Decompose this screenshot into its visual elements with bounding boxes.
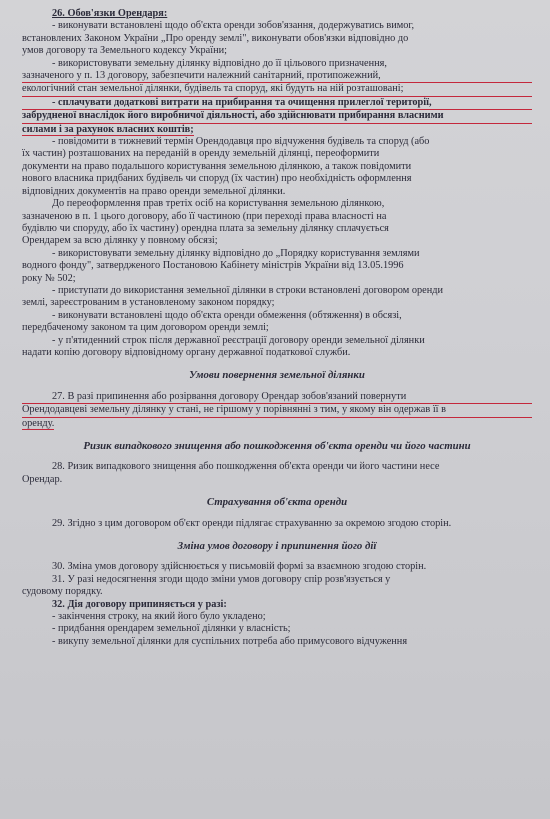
text-line: року № 502; — [22, 272, 76, 284]
highlighted-span: силами і за рахунок власних коштів; — [22, 123, 194, 135]
text-line: зазначеною в п. 1 цього договору, або її частиною (при переході права власності на — [22, 210, 387, 222]
text-line: Орендарем за всю ділянку у повному обсязі; — [22, 235, 218, 247]
text-line-highlighted: - сплачувати додаткові витрати на прибирання та очищення прилеглої території, — [22, 97, 532, 110]
text-line: Орендар. — [22, 473, 63, 485]
text-line: нового власника придбаних будівель чи споруд (їх частин) про необхідність оформлення — [22, 173, 412, 185]
text-line-highlighted: екологічний стан земельної ділянки, будівель та споруд, які будуть на ній розташовані; — [22, 83, 532, 96]
text-line: надати копію договору відповідному органу державної податкової служби. — [22, 346, 351, 358]
text-line: - приступати до використання земельної ділянки в строки встановлені договором оренди — [52, 284, 443, 296]
text-line: - закінчення строку, на який його було укладено; — [52, 611, 266, 623]
text-line-highlighted: зазначеного у п. 13 договору, забезпечити належний санітарний, протипожежний, — [22, 70, 532, 83]
text-line: судовому порядку. — [22, 586, 103, 598]
text-line-highlighted: Орендодавцеві земельну ділянку у стані, не гіршому у порівнянні з тим, у якому він одержав її в — [22, 404, 532, 417]
text-line: документи на право подальшого користування земельною ділянкою, а також повідомити — [22, 160, 412, 172]
text-line: будівлю чи споруду, або їх частину) орендна плата за земельну ділянку сплачується — [22, 222, 389, 234]
text-line: - використовувати земельну ділянку відповідно до „Порядку користування землями — [52, 247, 420, 259]
text-line: 28. Ризик випадкового знищення або пошкодження об'єкта оренди чи його частини несе — [52, 461, 440, 473]
section-heading-risk: Ризик випадкового знищення або пошкодження об'єкта оренди чи його частини — [83, 440, 471, 452]
text-line: відповідних документів на право оренди земельної ділянки. — [22, 185, 286, 197]
text-line: До переоформлення прав третіх осіб на користування земельною ділянкою, — [52, 198, 385, 210]
highlighted-span: оренду. — [22, 417, 55, 429]
text-line: водного фонду", затвердженого Постановою Кабінету міністрів України від 13.05.1996 — [22, 260, 404, 272]
document-text — [22, 8, 532, 648]
text-line: передбаченому законом та цим договором оренди землі; — [22, 322, 269, 334]
text-line: їх частин) розташованих на переданій в оренду земельній ділянці, переоформити — [22, 148, 380, 160]
text-line: 32. Дія договору припиняється у разі: — [52, 598, 227, 610]
text-line: - виконувати встановлені щодо об'єкта оренди зобов'язання, додержуватись вимог, — [52, 20, 415, 32]
section-heading-insurance: Страхування об'єкта оренди — [206, 496, 348, 509]
text-line — [22, 418, 532, 430]
text-line: землі, зареєстрованим в установленому законом порядку; — [22, 297, 275, 309]
text-line: - придбання орендарем земельної ділянки у власність; — [52, 623, 291, 635]
text-line: умов договору та Земельного кодексу України; — [22, 45, 227, 57]
section-heading-return: Умови повернення земельної ділянки — [189, 369, 365, 382]
text-line: 29. Згідно з цим договором об'єкт оренди підлягає страхуванню за окремою згодою сторін. — [52, 517, 452, 529]
text-line: - викупу земельної ділянки для суспільних потреба або примусового відчуження — [52, 635, 408, 647]
text-line-highlighted: забрудненої внаслідок його виробничої діяльності, або здійснювати прибирання власними — [22, 110, 532, 123]
text-line: 31. У разі недосягнення згоди щодо зміни умов договору спір розв'язується у — [52, 573, 391, 585]
text-line: - використовувати земельну ділянку відповідно до її цільового призначення, — [52, 57, 387, 69]
text-line-highlighted: 27. В разі припинення або розірвання договору Орендар зобов'язаний повернути — [22, 391, 532, 404]
text-line: - виконувати встановлені щодо об'єкта оренди обмеження (обтяження) в обсязі, — [52, 309, 402, 321]
text-line: - у п'ятиденний строк після державної реєстрації договору оренди земельної ділянки — [52, 334, 425, 346]
text-line-highlighted — [22, 124, 532, 136]
text-line: 30. Зміна умов договору здійснюється у письмовій формі за взаємною згодою сторін. — [52, 561, 427, 573]
section-heading-changes: Зміна умов договору і припинення його дії — [177, 540, 377, 553]
text-line: встановлених Законом України „Про оренду землі", виконувати обов'язки відповідно до — [22, 32, 409, 44]
section-26-heading: 26. Обов'язки Орендаря: — [52, 8, 168, 19]
text-line: - повідомити в тижневий термін Орендодавця про відчуження будівель та споруд (або — [52, 136, 430, 148]
